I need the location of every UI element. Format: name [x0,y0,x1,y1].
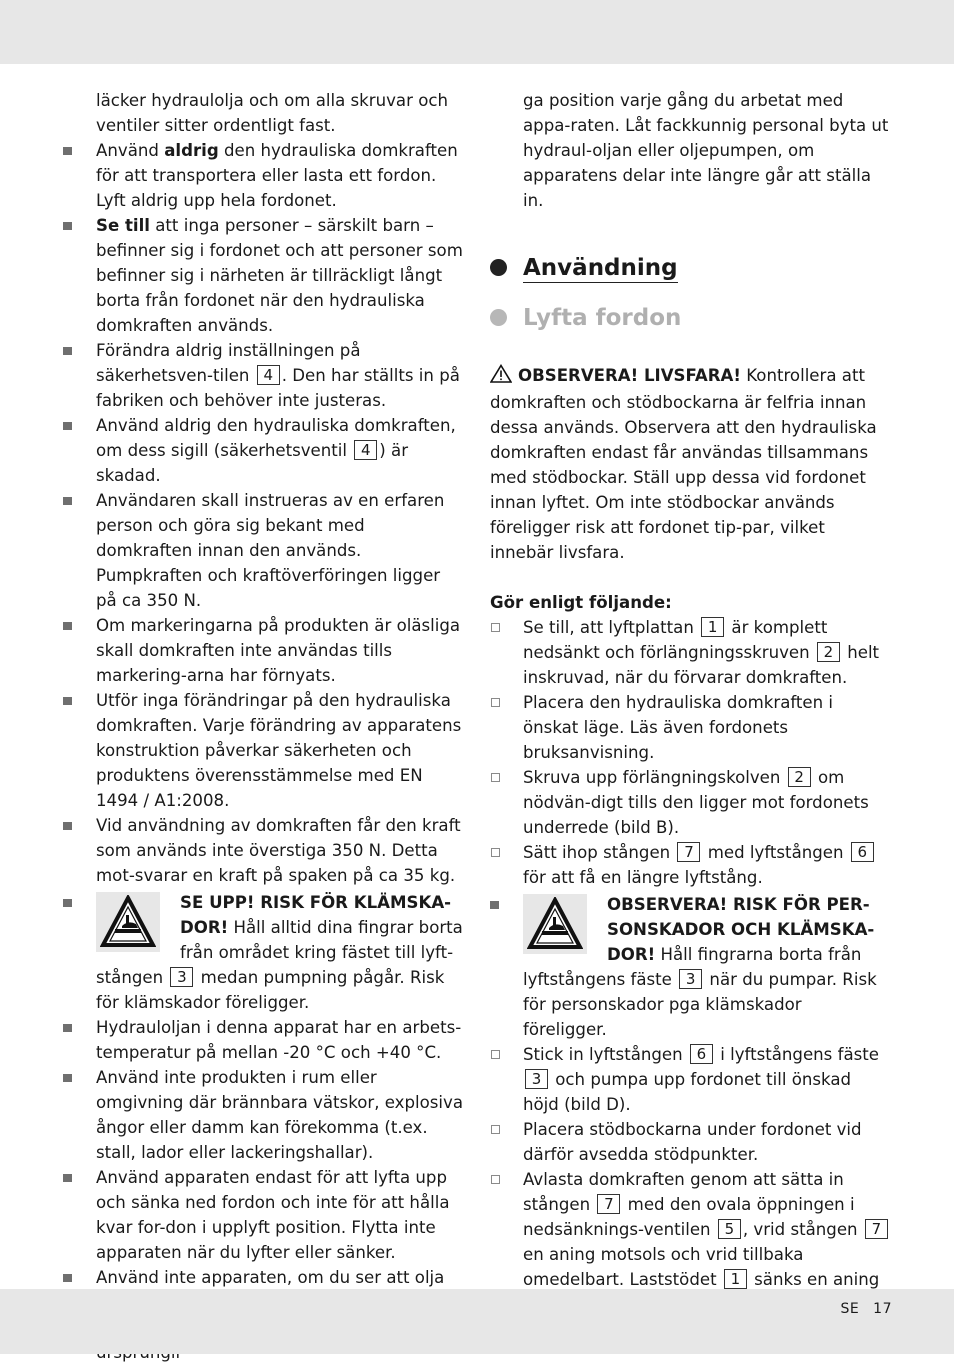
warning-bullet: OBSERVERA! RISK FÖR PER-SONSKADOR OCH KLÄMSKA-DOR! Håll fingrarna borta från lyftstångens fäste 3 när du pumpar. Risk för personskador pga klämskador föreligger. [490,892,890,1042]
bullet-item: Vid användning av domkraften får den kraft som används inte överstiga 350 N. Detta mot-svarar en kraft på spaken på ca 35 kg. [63,813,465,888]
bullet-item: Använd inte produkten i rum eller omgivning där brännbara vätskor, explosiva ångor eller damm kan förekomma (t.ex. stall, lador eller lackeringshallar). [63,1065,465,1165]
bullet-item: Hydrauloljan i denna apparat har en arbets-temperatur på mellan -20 °C och +40 °C. [63,1015,465,1065]
header-band [0,0,954,64]
part-reference: 5 [718,1219,741,1239]
bullet-item: Använd aldrig den hydrauliska domkraften för att transportera eller lasta ett fordon. Lyft aldrig upp hela fordonet. [63,138,465,213]
left-column [63,88,465,1365]
instructions-heading: Gör enligt följande: [490,593,672,612]
language-code: SE [840,1301,860,1317]
bullet-item: Förändra aldrig inställningen på säkerhetsven-tilen 4 . Den har ställts in på fabriken och behöver inte justeras. [63,338,465,413]
step-item: Sätt ihop stången 7 med lyftstången 6 för att få en längre lyftstång. [490,840,890,890]
part-reference: 7 [677,842,700,862]
page-number: 17 [873,1301,892,1317]
part-reference: 3 [525,1069,548,1089]
bullet-dot-icon [490,259,507,276]
bullet-dot-icon [490,309,507,326]
paragraph-continuation: ga position varje gång du arbetat med appa-raten. Låt fackkunnig personal byta ut hydraul-oljan eller oljepumpen, om apparatens delar inte längre går att ställa in. [523,91,889,210]
bullet-item: Se till att inga personer – särskilt barn – befinner sig i fordonet och att personer som befinner sig i närheten är tillräckligt långt borta från fordonet när den hydrauliska domkraften används. [63,213,465,338]
bullet-item: Användaren skall instrueras av en erfaren person och göra sig bekant med domkraften innan den används. Pumpkraften och kraftöverföringen ligger på ca 350 N. [63,488,465,613]
danger-notice: OBSERVERA! LIVSFARA! Kontrollera att domkraften och stödbockarna är felfria innan dessa används. Observera att den hydrauliska domkraften endast får användas tillsammans med stödbockar. Ställ upp dessa vid fordonet innan lyftet. Om inte stödbockar används föreligger risk att fordonet tip-par, vilket innebär livsfara. [490,366,877,562]
warning-triangle-icon [490,364,512,390]
bullet-item: Använd aldrig den hydrauliska domkraften, om dess sigill (säkerhetsventil 4 ) är skadad. [63,413,465,488]
bullet-item: Utför inga förändringar på den hydrauliska domkraften. Varje förändring av apparatens konstruktion påverkar säkerheten och produktens överensstämmelse med EN 1494 / A1:2008. [63,688,465,813]
part-reference: 7 [865,1219,888,1239]
subsection-heading: Lyfta fordon [490,303,890,333]
page-footer [826,1301,892,1317]
warning-bullet: SE UPP! RISK FÖR KLÄMSKA-DOR! Håll alltid dina fingrar borta från området kring fästet till lyft-stången 3 medan pumpning pågår. Risk för klämskador föreligger. [63,890,465,1015]
step-item: Avlasta domkraften genom att sätta in stången 7 med den ovala öppningen i nedsänknings-ventilen 5 , vrid stången 7 en aning motsols och vrid tillbaka omedelbart. Laststödet 1 sänks en aning [490,1167,890,1317]
right-column [490,88,890,1317]
step-item: Placera den hydrauliska domkraften i önskat läge. Läs även fordonets bruksanvisning. [490,690,890,765]
part-reference: 1 [701,617,724,637]
part-reference: 7 [597,1194,620,1214]
part-reference: 3 [170,967,193,987]
step-item: Placera stödbockarna under fordonet vid därför avsedda stödpunkter. [490,1117,890,1167]
part-reference: 6 [690,1044,713,1064]
part-reference: 3 [679,969,702,989]
section-heading: Användning [490,253,890,283]
part-reference: 2 [817,642,840,662]
crush-hazard-icon [523,894,587,954]
footer-band [0,1289,954,1354]
paragraph-continuation: läcker hydraulolja och om alla skruvar och ventiler sitter ordentligt fast. [96,91,448,135]
part-reference: 1 [724,1269,747,1289]
bullet-item: Om markeringarna på produkten är oläsliga skall domkraften inte användas tills markering-arna har förnyats. [63,613,465,688]
step-item: Skruva upp förlängningskolven 2 om nödvän-digt tills den ligger mot fordonets underrede (bild B). [490,765,890,840]
bullet-item: Använd inte apparaten, om du ser att olja [63,1265,465,1315]
step-item: Se till, att lyftplattan 1 är komplett nedsänkt och förlängningsskruven 2 helt inskruvad, när du förvarar domkraften. [490,615,890,690]
part-reference: 2 [788,767,811,787]
step-item: Stick in lyftstången 6 i lyftstångens fäste 3 och pumpa upp fordonet till önskad höjd (bild D). [490,1042,890,1117]
part-reference: 4 [257,365,280,385]
part-reference: 6 [851,842,874,862]
part-reference: 4 [354,440,377,460]
crush-hazard-icon [96,892,160,952]
bullet-item: Använd apparaten endast för att lyfta upp och sänka ned fordon och inte för att hålla kvar for-don i upplyft position. Flytta inte apparaten när du lyfter eller sänker. [63,1165,465,1265]
